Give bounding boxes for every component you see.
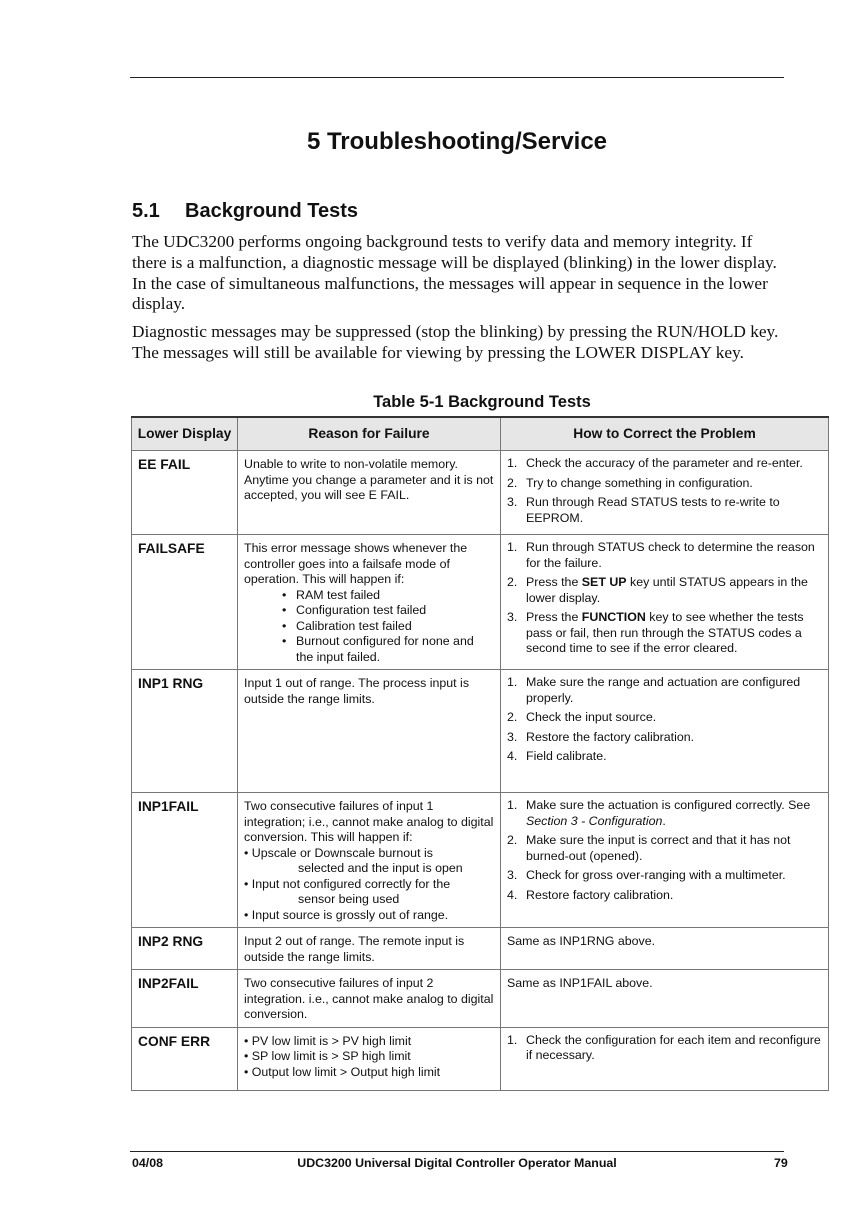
error-code: INP2 RNG — [132, 928, 238, 970]
intro-paragraph: The UDC3200 performs ongoing background tests to verify data and memory integrity. If there is a malfunction, a diagnostic message will be displayed (blinking) in the lower display. In the case of simultaneous malfunctions, the messages will appear in sequence in the lower display. — [132, 232, 777, 314]
section-number: 5.1 — [132, 200, 160, 222]
footer-rule — [130, 1151, 784, 1152]
error-code: FAILSAFE — [132, 535, 238, 670]
correction-step: 1. Check the configuration for each item and reconfigure if necessary. — [507, 1032, 821, 1062]
correction-step: 1. Run through STATUS check to determine the reason for the failure. — [507, 540, 815, 570]
failure-reason: Two consecutive failures of input 2 integration. i.e., cannot make analog to digital conversion. — [238, 970, 501, 1028]
suppress-paragraph: Diagnostic messages may be suppressed (stop the blinking) by pressing the RUN/HOLD key. The messages will still be available for viewing by pressing the LOWER DISPLAY key. — [132, 322, 779, 362]
failure-condition: • Burnout configured for none and the input failed. — [282, 634, 494, 665]
correction-step: 4. Restore factory calibration. — [507, 887, 674, 902]
correction-step: 2. Make sure the input is correct and that it has not burned-out (opened). — [507, 833, 791, 863]
correction — [501, 793, 829, 928]
correction — [501, 670, 829, 793]
header-lower-display: Lower Display — [132, 417, 238, 451]
failure-condition: • Upscale or Downscale burnout is selected and the input is open — [244, 845, 463, 875]
failure-condition: • Calibration test failed — [282, 619, 494, 635]
correction — [501, 451, 829, 535]
correction-step: 3. Restore the factory calibration. — [507, 729, 695, 744]
failure-condition: • Output low limit > Output high limit — [244, 1064, 441, 1079]
correction-step: 4. Field calibrate. — [507, 749, 607, 763]
header-reason: Reason for Failure — [238, 417, 501, 451]
table-row — [132, 928, 829, 970]
correction-step: 3. Run through Read STATUS tests to re-write to EEPROM. — [507, 495, 780, 525]
table-row — [132, 670, 829, 793]
correction: Same as INP1FAIL above. — [501, 970, 829, 1028]
page-number: 79 — [774, 1156, 788, 1170]
error-code: INP2FAIL — [132, 970, 238, 1028]
table-row — [132, 793, 829, 928]
correction-step: 1. Make sure the range and actuation are configured properly. — [507, 675, 801, 705]
error-code: INP1 RNG — [132, 670, 238, 793]
table-row — [132, 451, 829, 535]
footer-date: 04/08 — [132, 1156, 164, 1170]
correction-step: 1. Check the accuracy of the parameter and re-enter. — [507, 456, 803, 470]
footer-manual-title: UDC3200 Universal Digital Controller Operator Manual — [297, 1156, 617, 1170]
failure-condition: • PV low limit is > PV high limit — [244, 1033, 412, 1048]
failure-reason: Input 2 out of range. The remote input is outside the range limits. — [238, 928, 501, 970]
table-row — [132, 1027, 829, 1090]
background-tests-table — [131, 416, 829, 1091]
failure-condition: • Input source is grossly out of range. — [244, 907, 449, 922]
correction-step: 2. Check the input source. — [507, 710, 657, 724]
failure-condition: • SP low limit is > SP high limit — [244, 1049, 411, 1063]
table-row — [132, 535, 829, 670]
correction-step: 3. Press the FUNCTION key to see whether the tests pass or fail, then run through the STATUS codes a second time to see if the error cleared. — [507, 610, 804, 655]
correction-step: 1. Make sure the actuation is configured correctly. See Section 3 - Configuration. — [507, 798, 811, 828]
failure-reason: Input 1 out of range. The process input is outside the range limits. — [238, 670, 501, 793]
table-caption: Table 5-1 Background Tests — [373, 393, 591, 411]
table-header-row — [132, 417, 829, 451]
table-row — [132, 970, 829, 1028]
section-heading — [132, 200, 358, 223]
header-correction: How to Correct the Problem — [501, 417, 829, 451]
correction — [501, 535, 829, 670]
correction-step: 2. Press the SET UP key until STATUS appears in the lower display. — [507, 575, 808, 605]
correction-step: 2. Try to change something in configuration. — [507, 475, 753, 490]
failure-condition: • RAM test failed — [282, 588, 494, 604]
failure-reason: Unable to write to non-volatile memory. Anytime you change a parameter and it is not accepted, you will see E FAIL. — [238, 451, 501, 535]
correction-step: 3. Check for gross over-ranging with a multimeter. — [507, 868, 786, 882]
failure-reason — [238, 1027, 501, 1090]
failure-condition: • Configuration test failed — [282, 603, 494, 619]
failure-condition: • Input not configured correctly for the sensor being used — [244, 876, 451, 906]
chapter-title: 5 Troubleshooting/Service — [306, 128, 608, 155]
section-title: Background Tests — [185, 200, 358, 222]
error-code: INP1FAIL — [132, 793, 238, 928]
correction — [501, 1027, 829, 1090]
failure-reason: This error message shows whenever the controller goes into a failsafe mode of operation. This will happen if: • RAM test failed • Configuration test failed • Calibration test failed • Burnout configured for none and the input failed. — [238, 535, 501, 670]
error-code: EE FAIL — [132, 451, 238, 535]
header-rule — [130, 77, 784, 78]
correction: Same as INP1RNG above. — [501, 928, 829, 970]
error-code: CONF ERR — [132, 1027, 238, 1090]
failure-reason: Two consecutive failures of input 1 integration; i.e., cannot make analog to digital conversion. This will happen if: • Upscale or Downscale burnout is selected and the input is open • Input not configured correctly for the sensor being used • Input source is grossly out of range. — [238, 793, 501, 928]
